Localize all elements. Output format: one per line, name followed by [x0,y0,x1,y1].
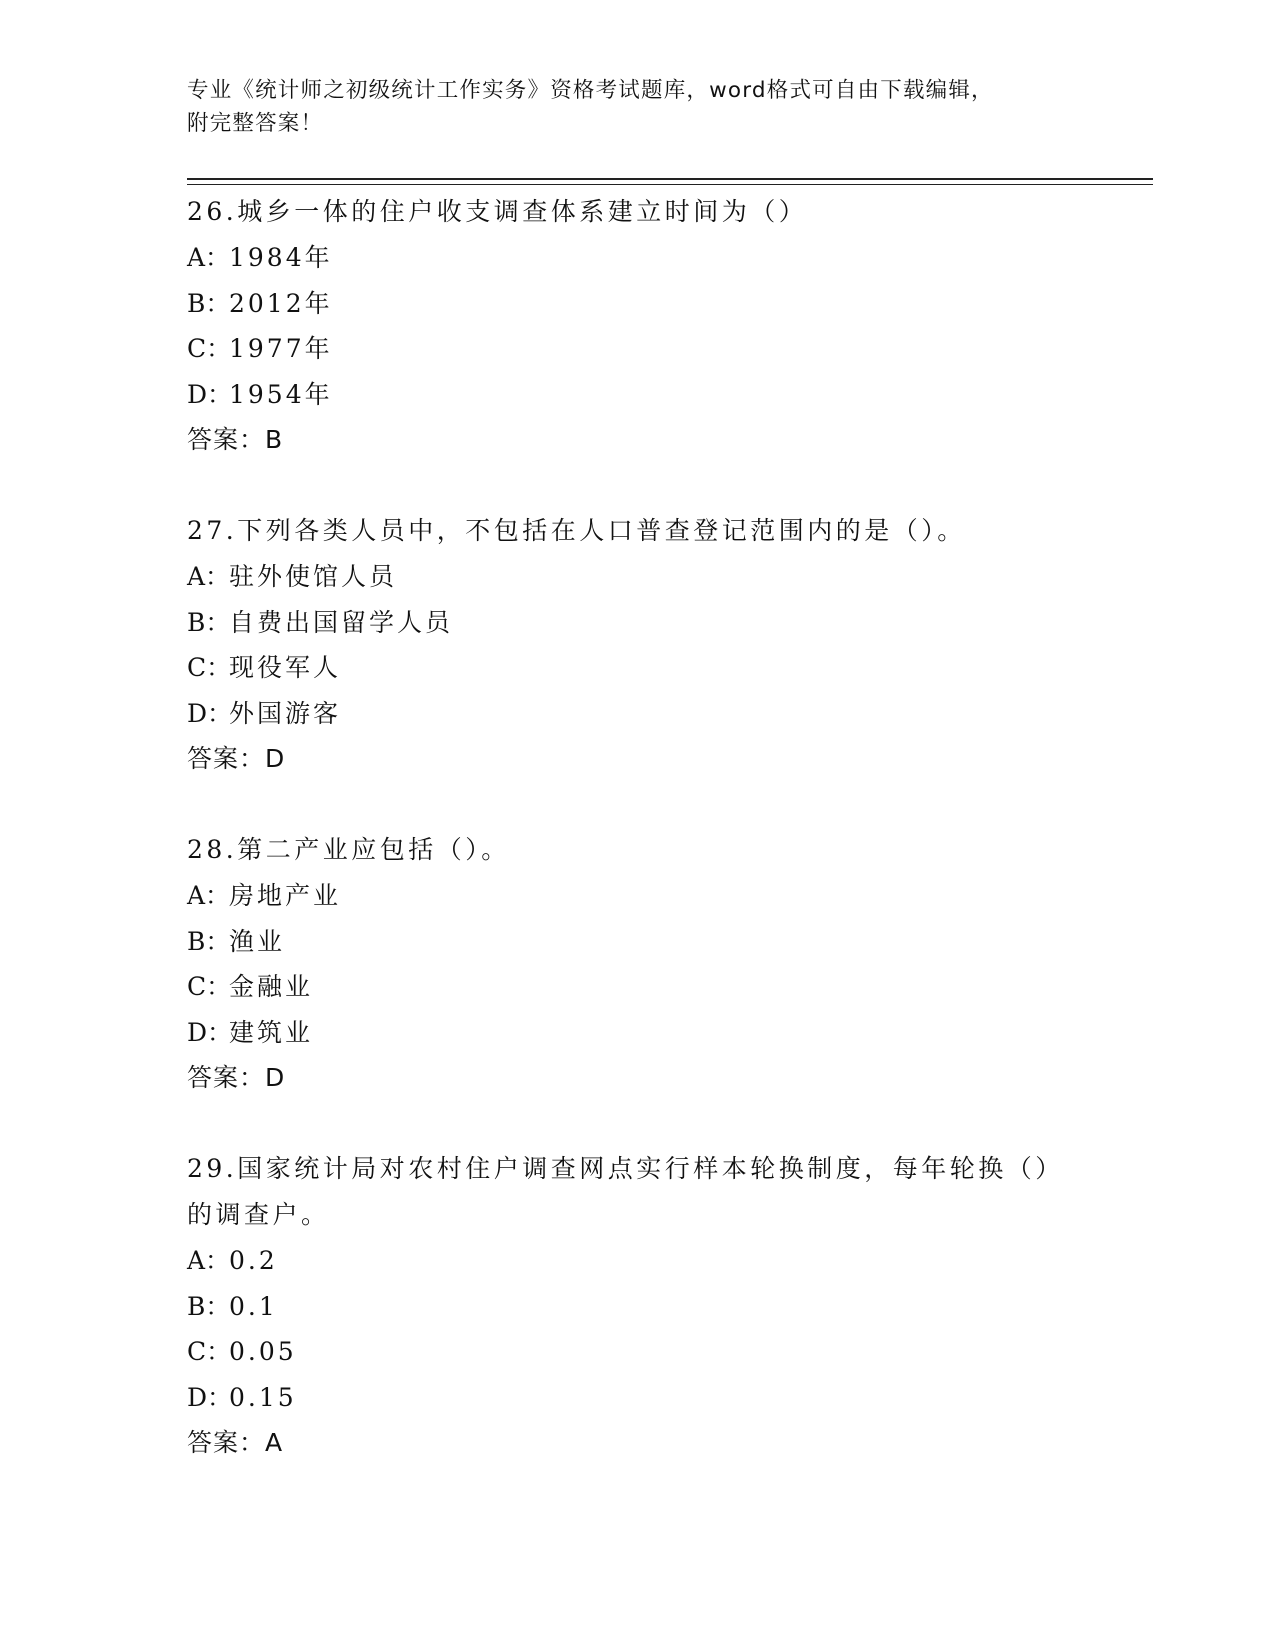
option-letter: A： [187,562,231,591]
option-text: 自费出国留学人员 [229,607,454,637]
option-letter: A： [187,881,231,910]
option-text: 1954年 [229,379,333,409]
option-letter: B： [187,926,231,956]
option-a [187,1238,1087,1284]
question-stem: 29.国家统计局对农村住户调查网点实行样本轮换制度，每年轮换（）的调查户。 [187,1154,1052,1229]
question-stem: 26.城乡一体的住户收支调查体系建立时间为（） [187,197,808,226]
option-a [187,873,1087,919]
document-header [187,74,1087,140]
option-letter: A： [187,1246,231,1275]
option-letter: A： [187,243,231,272]
option-d [187,372,1087,418]
answer-line: 答案：D [187,744,286,773]
option-d [187,691,1087,737]
option-letter: B： [187,288,231,318]
option-d [187,1375,1087,1421]
question-29 [187,1146,1087,1466]
option-letter: C： [187,972,232,1001]
option-b [187,1284,1087,1330]
option-d [187,1010,1087,1056]
option-letter: B： [187,607,231,637]
header-divider [187,178,1153,185]
option-letter: D： [187,379,233,409]
header-line-2: 附完整答案！ [187,111,324,136]
option-c [187,964,1087,1010]
header-line-1: 专业《统计师之初级统计工作实务》资格考试题库，word格式可自由下载编辑， [187,78,994,103]
answer-line: 答案：A [187,1428,284,1457]
option-letter: D： [187,1017,233,1047]
option-text: 现役军人 [229,653,342,682]
option-b [187,600,1087,646]
option-text: 0.05 [229,1337,297,1366]
option-letter: C： [187,1337,232,1366]
option-letter: D： [187,698,233,728]
question-27 [187,508,1087,782]
option-text: 0.15 [229,1382,297,1412]
option-a [187,235,1087,281]
question-26 [187,189,1087,463]
option-letter: C： [187,653,232,682]
option-b [187,281,1087,327]
answer-line: 答案：D [187,1063,286,1092]
option-text: 建筑业 [229,1017,314,1047]
option-letter: B： [187,1291,231,1321]
question-stem: 27.下列各类人员中，不包括在人口普查登记范围内的是（）。 [187,516,966,545]
option-c [187,326,1087,372]
option-text: 渔业 [229,926,286,956]
option-text: 房地产业 [229,881,342,910]
option-text: 2012年 [229,288,333,318]
question-28 [187,827,1087,1101]
option-text: 驻外使馆人员 [229,562,398,591]
answer-line: 答案：B [187,425,284,454]
option-text: 外国游客 [229,698,342,728]
option-text: 0.1 [229,1291,278,1321]
option-b [187,919,1087,965]
option-a [187,554,1087,600]
option-text: 金融业 [229,972,314,1001]
option-text: 1984年 [229,243,333,272]
option-text: 0.2 [229,1246,278,1275]
option-c [187,645,1087,691]
option-letter: C： [187,334,232,363]
option-c [187,1329,1087,1375]
option-text: 1977年 [229,334,333,363]
question-stem: 28.第二产业应包括（）。 [187,835,510,864]
option-letter: D： [187,1382,233,1412]
